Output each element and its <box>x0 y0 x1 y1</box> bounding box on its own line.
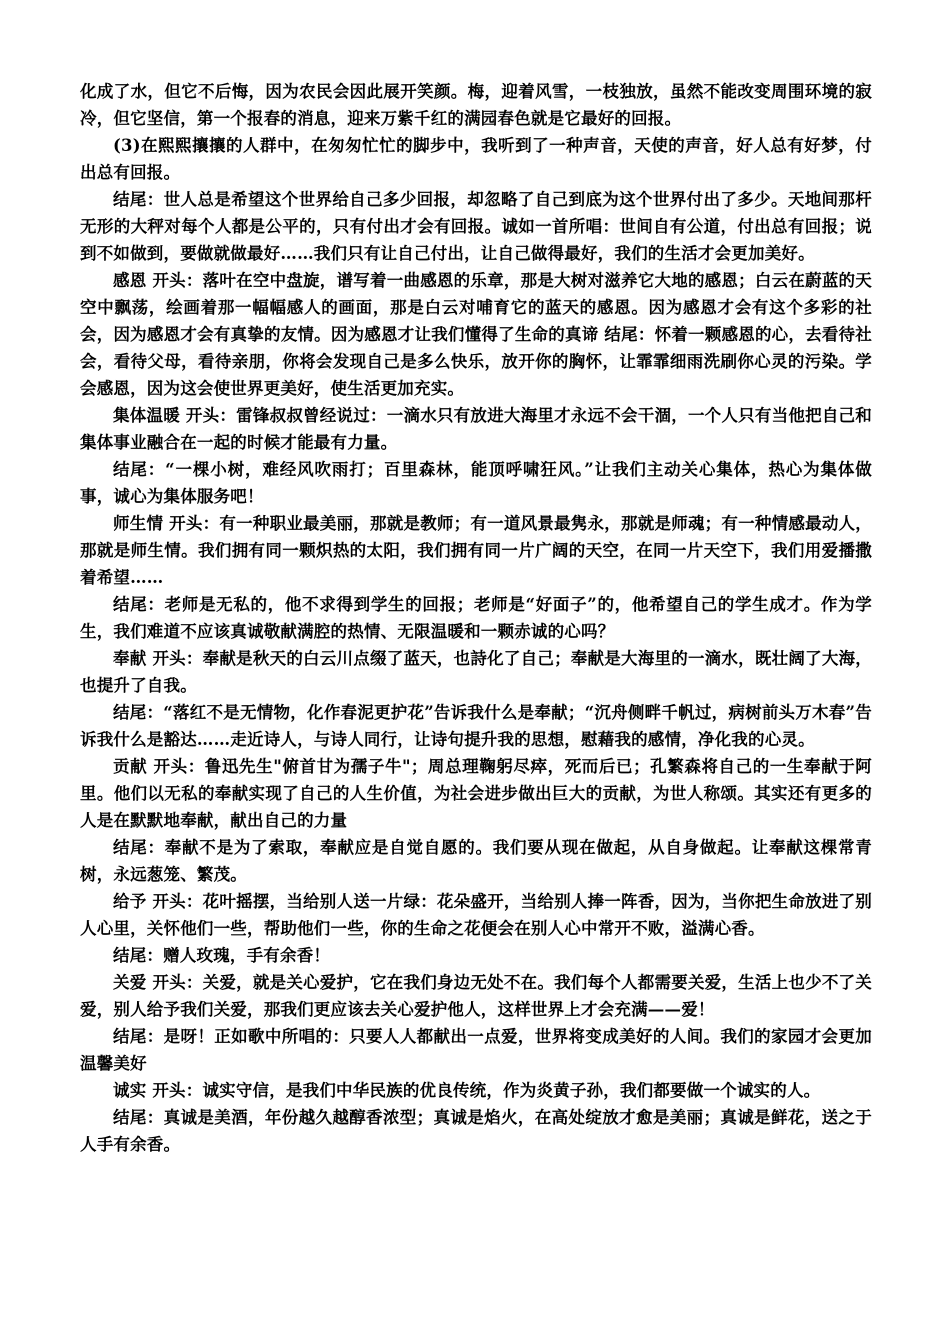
paragraph-8: 结尾：老师是无私的，他不求得到学生的回报；老师是“好面子”的，他希望自己的学生成才。作为学生，我们难道不应该真诚敬献满腔的热情、无限温暖和一颗赤诚的心吗？ <box>80 595 872 641</box>
paragraph-9: 奉献 开头：奉献是秋天的白云川点缀了蓝天，也詩化了自己；奉献是大海里的一滴水，既壮阔了大海，也提升了自我。 <box>80 649 872 695</box>
paragraph-12: 结尾：奉献不是为了索取，奉献应是自觉自愿的。我们要从现在做起，从自身做起。让奉献这棵常青树，永远葱笼、繁茂。 <box>80 838 872 884</box>
paragraph-3: 结尾：世人总是希望这个世界给自己多少回报，却忽略了自己到底为这个世界付出了多少。天地间那杆无形的大秤对每个人都是公平的，只有付出才会有回报。诚如一首所唱：世间自有公道，付出总有回报；说到不如做到，要做就做最好……我们只有让自己付出，让自己做得最好，我们的生活才会更加美好。 <box>80 190 872 263</box>
paragraph-5: 集体温暖 开头：雷锋叔叔曾经说过：一滴水只有放进大海里才永远不会干涸，一个人只有当他把自己和集体事业融合在一起的时候才能最有力量。 <box>80 406 872 452</box>
paragraph-16: 结尾：是呀！正如歌中所唱的：只要人人都献出一点爱，世界将变成美好的人间。我们的家园才会更加温馨美好 <box>80 1027 872 1073</box>
paragraph-15: 关爱 开头：关爱，就是关心爱护，它在我们身边无处不在。我们每个人都需要关爱，生活上也少不了关爱，别人给予我们关爱，那我们更应该去关心爱护他人，这样世界上才会充满——爱！ <box>80 973 872 1019</box>
paragraph-14: 结尾：赠人玫瑰，手有余香！ <box>113 946 331 965</box>
paragraph-11: 贡献 开头：鲁迅先生"俯首甘为孺子牛"；周总理鞠躬尽瘁，死而后已；孔繁森将自己的一生奉献于阿里。他们以无私的奉献实现了自己的人生价值，为社会进步做出巨大的贡献，为世人称颂。其实还有更多的人是在默默地奉献，献出自己的力量 <box>80 757 872 830</box>
paragraph-17: 诚实 开头：诚实守信，是我们中华民族的优良传统，作为炎黄子孙，我们都要做一个诚实的人。 <box>113 1081 821 1100</box>
paragraph-4: 感恩 开头：落叶在空中盘旋，谱写着一曲感恩的乐章，那是大树对滋养它大地的感恩；白云在蔚蓝的天空中飘荡，绘画着那一幅幅感人的画面，那是白云对哺育它的蓝天的感恩。因为感恩才会有这个多彩的社会，因为感恩才会有真挚的友情。因为感恩才让我们懂得了生命的真谛 结尾：怀着一颗感恩的心，去看待社会，看待父母，看待亲朋，你将会发现自己是多么快乐，放开你的胸怀，让霏霏细雨洗刷你心灵的污染。学会感恩，因为这会使世界更美好，使生活更加充实。 <box>80 271 872 398</box>
paragraph-13: 给予 开头：花叶摇摆，当给别人送一片绿：花朵盛开，当给别人捧一阵香，因为，当你把生命放进了别人心里，关怀他们一些，帮助他们一些，你的生命之花便会在别人心中常开不败，溢满心香。 <box>80 892 872 938</box>
paragraph-6: 结尾：“一棵小树，难经风吹雨打；百里森林，能顶呼啸狂风。”让我们主动关心集体，热心为集体做事，诚心为集体服务吧！ <box>80 460 872 506</box>
document-page <box>80 78 872 1158</box>
paragraph-2: (3)在熙熙攘攘的人群中，在匆匆忙忙的脚步中，我听到了一种声音，天使的声音，好人总有好梦，付出总有回报。 <box>80 136 872 182</box>
paragraph-18: 结尾：真诚是美酒，年份越久越醇香浓型；真诚是焰火，在高处绽放才愈是美丽；真诚是鲜花，送之于人手有余香。 <box>80 1108 872 1154</box>
paragraph-7: 师生情 开头：有一种职业最美丽，那就是教师；有一道风景最隽永，那就是师魂；有一种情感最动人，那就是师生情。我们拥有同一颗炽热的太阳，我们拥有同一片广阔的天空，在同一片天空下，我们用爱播撒着希望…… <box>80 514 872 587</box>
paragraph-10: 结尾：“落红不是无情物，化作春泥更护花”告诉我什么是奉献；“沉舟侧畔千帆过，病树前头万木春”告诉我什么是豁达……走近诗人，与诗人同行，让诗句提升我的思想，慰藉我的感情，净化我的心灵。 <box>80 703 872 749</box>
paragraph-1: 化成了水，但它不后悔，因为农民会因此展开笑颜。梅，迎着风雪，一枝独放，虽然不能改变周围环境的寂冷，但它坚信，第一个报春的消息，迎来万紫千红的满园春色就是它最好的回报。 <box>80 82 872 128</box>
